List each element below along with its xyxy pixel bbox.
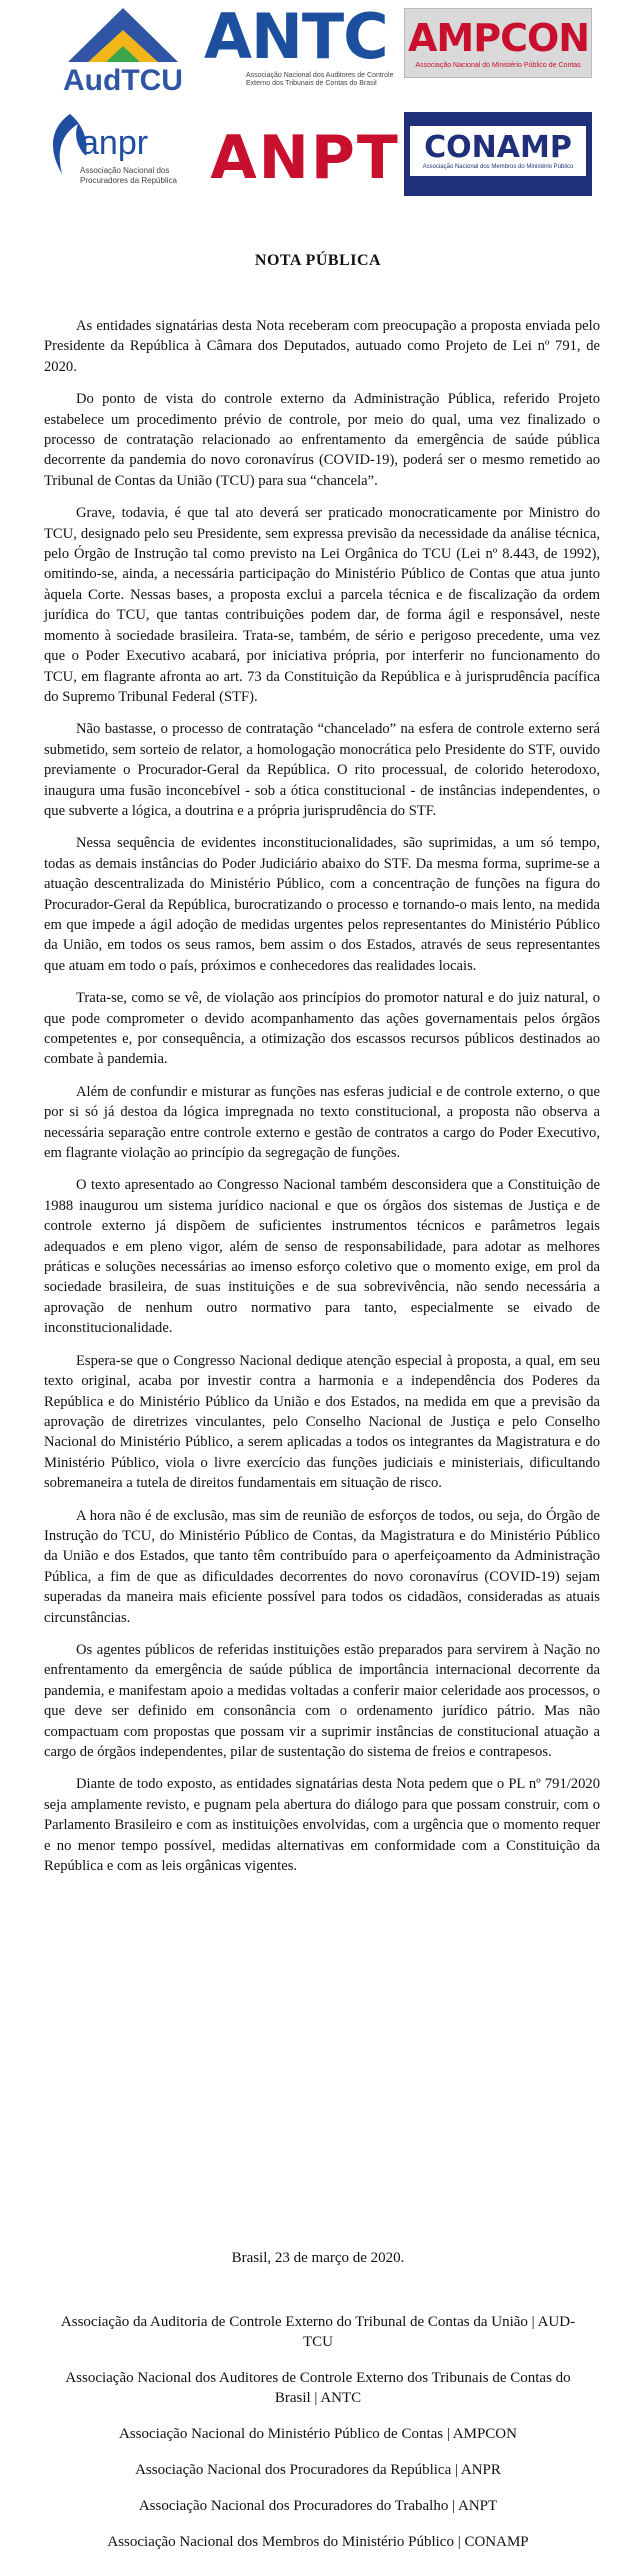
antc-wordmark: ANTC bbox=[204, 0, 388, 73]
signatory: Associação Nacional dos Procuradores do Trabalho | ANPT bbox=[138, 2498, 498, 2514]
anpt-wordmark: ANPT bbox=[210, 123, 400, 193]
conamp-logo bbox=[404, 112, 592, 196]
paragraph: Trata-se, como se vê, de violação aos princípios do promotor natural e do juiz natural, o que pode comprometer o devido acompanhamento das ações governamentais pelos órgãos competentes e, por consequência, a otimização dos escassos recursos públicos destinados ao combate à pandemia. bbox=[44, 990, 600, 1068]
paragraph: Diante de todo exposto, as entidades signatárias desta Nota pedem que o PL nº 791/2020 seja amplamente revisto, e pugnam pela abertura do diálogo para que possam construir, com o Parlamento Brasileiro e com as instituições envolvidas, com a urgência que o momento requer e no menor tempo possível, medidas alternativas em conformidade com a Constituição da República e com as leis orgânicas vigentes. bbox=[44, 1776, 600, 1875]
paragraph: Espera-se que o Congresso Nacional dedique atenção especial à proposta, a qual, em seu texto original, acaba por investir contra a harmonia e a independência dos Poderes da República e do Ministério Público da União e dos Estados, na medida em que a previsão da aprovação de diretrizes vinculantes, pelo Conselho Nacional de Justiça e pelo Conselho Nacional do Ministério Público, a serem aplicadas a todos os integrantes da Magistratura e do Ministério Público, viola o livre exercício das funções judiciais e ministeriais, dificultando sobremaneira a tutela de direitos fundamentais em situação de risco. bbox=[44, 1352, 600, 1492]
paragraph: Além de confundir e misturar as funções nas esferas judicial e de controle externo, o que por si só já destoa da lógica impregnada no texto constitucional, a proposta não observa a necessária separação entre controle externo e gestão de contratos a cargo do Poder Executivo, em flagrante violação ao princípio da segregação de funções. bbox=[44, 1083, 600, 1162]
antc-caption: Associação Nacional dos Auditores de Controle Externo dos Tribunais de Contas do Brasil bbox=[246, 72, 394, 87]
signatory: Associação Nacional dos Auditores de Controle Externo dos Tribunais de Contas do Brasil | ANTC bbox=[65, 2370, 571, 2406]
anpt-logo bbox=[205, 123, 405, 193]
document-body bbox=[44, 316, 600, 1888]
document-title: NOTA PÚBLICA bbox=[254, 252, 382, 269]
ampcon-logo bbox=[404, 8, 592, 100]
ampcon-caption: Associação Nacional do Ministério Público de Contas bbox=[415, 62, 581, 69]
paragraph: Grave, todavia, é que tal ato deverá ser praticado monocraticamente por Ministro do TCU, designado pelo seu Presidente, sem expressa previsão da necessidade da análise técnica, pelo Órgão de Instrução tal como previsto na Lei Orgânica do TCU (Lei nº 8.443, de 1992), omitindo-se, ainda, a necessária participação do Ministério Público de Contas que atua junto àquela Corte. Nessas bases, a proposta exclui a parcela técnica e de fiscalização da ordem jurídica do TCU, que tantas contribuições podem dar, de forma ágil e responsável, neste momento à sociedade brasileira. Trata-se, também, de sério e perigoso precedente, uma vez que o Poder Executivo acabará, por iniciativa própria, por interferir no funcionamento do TCU, em flagrante afronta ao art. 73 da Constituição da República e à jurisprudência pacífica do Supremo Tribunal Federal (STF). bbox=[44, 505, 600, 705]
signatory: Associação Nacional do Ministério Público de Contas | AMPCON bbox=[119, 2426, 517, 2442]
audtcu-logo bbox=[48, 0, 198, 100]
paragraph: Os agentes públicos de referidas instituições estão preparados para servirem à Nação no enfrentamento da emergência de saúde pública de importância internacional decorrente da pandemia, e manifestam apoio a medidas voltadas a conferir maior celeridade aos processos, o que deve ser definido em consonância com o ordenamento jurídico pátrio. Mas não compactuam com propostas que possam vir a suprimir instâncias de constitucional atuação a cargo de órgãos independentes, pilar de sustentação do sistema de freios e contrapesos. bbox=[44, 1641, 600, 1760]
paragraph: A hora não é de exclusão, mas sim de reunião de esforços de todos, ou seja, do Órgão de Instrução do TCU, do Ministério Público de Contas, da Magistratura e do Ministério Público da União e dos Estados, que tanto têm contribuído para o aperfeiçoamento da Administração Pública, a fim de que as dificuldades decorrentes do novo coronavírus (COVID-19) sejam superadas da maneira mais eficiente possível para todos os cidadãos, consideradas as atuais circunstâncias. bbox=[44, 1507, 600, 1626]
paragraph: Do ponto de vista do controle externo da Administração Pública, referido Projeto estabelece um procedimento prévio de controle, por meio do qual, uma vez finalizado o processo de contratação relacionado ao enfrentamento da emergência de saúde pública decorrente da pandemia do novo coronavírus (COVID-19), poderá ser o mesmo remetido ao Tribunal de Contas da União (TCU) para sua “chancela”. bbox=[44, 391, 600, 489]
logo-grid bbox=[40, 0, 600, 200]
audtcu-wordmark: AudTCU bbox=[63, 64, 183, 97]
paragraph: O texto apresentado ao Congresso Nacional também desconsidera que a Constituição de 1988 inaugurou um sistema jurídico nacional e que os órgãos dos sistemas de Justiça e de controle externo já dispõem de suficientes instrumentos técnicos e parâmetros legais adequados e em pleno vigor, além de senso de responsabilidade, para adotar as melhores práticas e soluções necessárias ao imenso esforço coletivo que o momento exige, em prol da sociedade brasileira, de suas instituições e de sua sobrevivência, não sendo necessária a aprovação de nenhum outro normativo para tanto, especialmente se eivado de inconstitucionalidade. bbox=[44, 1177, 600, 1337]
paragraph: Não bastasse, o processo de contratação “chancelado” na esfera de controle externo será submetido, sem sorteio de relator, a homologação monocrática pelo Presidente do STF, ouvido previamente o Procurador-Geral da República. O rito processual, de colorido heterodoxo, inaugura uma fusão inconcebível - sob a ótica constitucional - de instâncias independentes, o que subverte a lógica, a doutrina e a própria jurisprudência do STF. bbox=[44, 721, 600, 819]
conamp-caption: Associação Nacional dos Membros do Ministério Público bbox=[422, 164, 574, 170]
signatories-list bbox=[60, 2312, 576, 2568]
signatory: Associação Nacional dos Procuradores da República | ANPR bbox=[135, 2462, 501, 2478]
paragraph: Nessa sequência de evidentes inconstitucionalidades, são suprimidas, a um só tempo, todas as demais instâncias do Poder Judiciário abaixo do STF. Da mesma forma, suprime-se a atuação descentralizada do Ministério Público, com a concentração de funções na figura do Procurador-Geral da República, burocratizando o processo e tornando-o mais lento, na medida em que impede a ágil adoção de medidas urgentes pelos representantes do Ministério Público da União, em todos os seus ramos, bem assim o dos Estados, através de seus representantes que atuam em todo o país, próximos e conhecedores das realidades locais. bbox=[44, 835, 600, 974]
antc-logo bbox=[198, 0, 414, 100]
anpr-logo bbox=[40, 110, 200, 200]
paragraph: As entidades signatárias desta Nota receberam com preocupação a proposta enviada pelo Presidente da República à Câmara dos Deputados, autuado como Projeto de Lei nº 791, de 2020. bbox=[44, 318, 600, 375]
conamp-wordmark: CONAMP bbox=[424, 130, 572, 165]
signatory: Associação Nacional dos Membros do Ministério Público | CONAMP bbox=[107, 2534, 529, 2550]
document-date: Brasil, 23 de março de 2020. bbox=[231, 2250, 405, 2266]
anpr-wordmark: anpr bbox=[80, 124, 149, 162]
ampcon-wordmark: AMPCON bbox=[408, 16, 590, 60]
signatory: Associação da Auditoria de Controle Externo do Tribunal de Contas da União | AUD-TCU bbox=[60, 2314, 576, 2350]
anpr-caption: Associação Nacional dos Procuradores da República bbox=[80, 166, 177, 185]
